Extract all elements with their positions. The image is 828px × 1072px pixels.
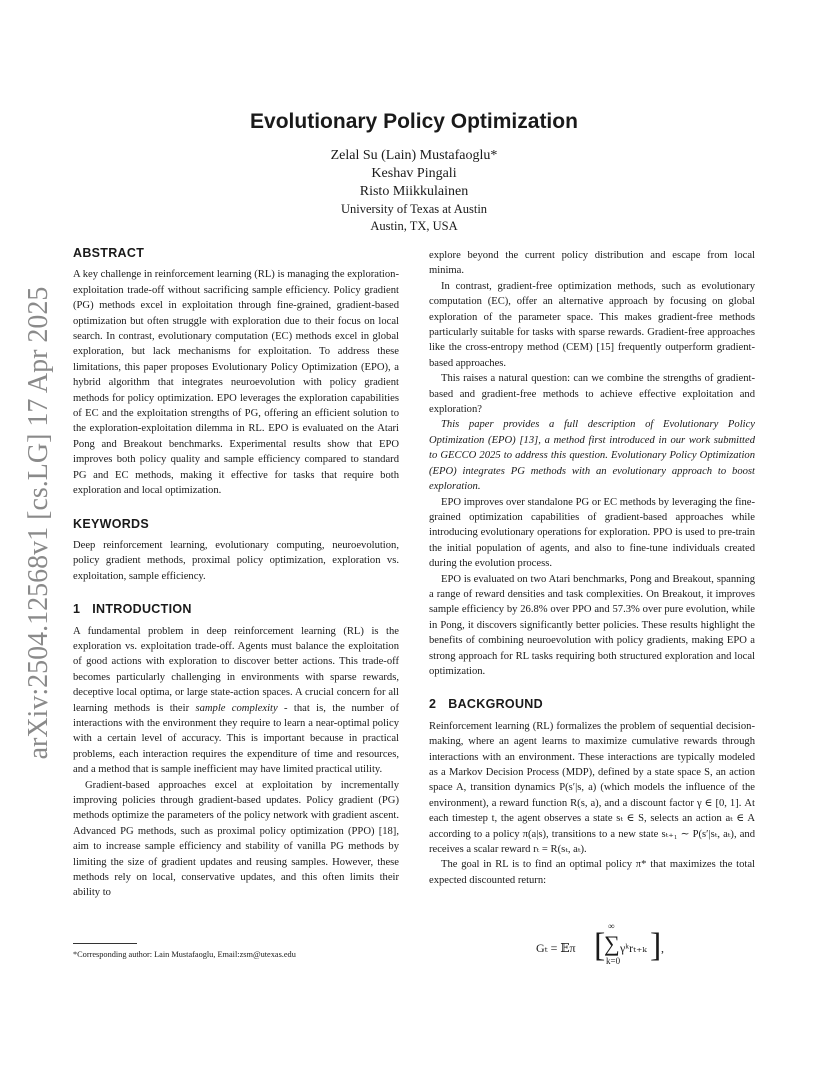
emphasis-term: sample complexity xyxy=(195,702,278,714)
background-heading xyxy=(429,697,755,712)
section-number: 1 xyxy=(73,602,81,617)
paper-title: Evolutionary Policy Optimization xyxy=(250,110,578,133)
background-paragraph-2: The goal in RL is to find an optimal policy π* that maximizes the total expected discounted return: xyxy=(429,859,755,886)
intro-paragraph-8: EPO is evaluated on two Atari benchmarks, Pong and Breakout, spanning a range of reward densities and task complexities. On Breakout, it improves sample efficiency by 26.8% over PPO and 57.3% over pure evolution, while in Pong, it discovers significantly better policies. These results highlight the benefits of combining neuroevolution with policy gradients, making EPO a strong approach for RL tasks requiring both structured exploration and local optimization. xyxy=(429,573,755,677)
sum-upper-limit: ∞ xyxy=(608,921,615,931)
affiliation-line: University of Texas at Austin xyxy=(340,202,488,216)
abstract-text: A key challenge in reinforcement learning (RL) is managing the exploration-exploitation trade-off without sacrificing sample efficiency. Policy gradient (PG) methods excel in exploitation through fine-grained, gradient-based optimization but often struggle with exploration due to their focus on local search. In contrast, evolutionary computation (EC) methods excel in global exploration, but lack mechanisms for exploitation. To address these limitations, this paper proposes Evolutionary Policy Optimization (EPO), a hybrid algorithm that integrates neuroevolution with policy gradient methods for policy optimization. EPO leverages the exploration capabilities of EC and the exploitation strengths of PG, offering an efficient solution to the exploration-exploitation dilemma in RL. EPO is evaluated on the Atari Pong and Breakout benchmarks. Experimental results show that EPO improves both policy quality and sample efficiency compared to standard PG and EC methods, making it effective for tasks that require both exploration and local optimization. xyxy=(73,269,399,497)
section-title: BACKGROUND xyxy=(448,697,543,712)
arxiv-identifier-text: arXiv:2504.12568v1 [cs.LG] 17 Apr 2025 xyxy=(23,286,54,759)
equation-body: γᵏrₜ₊ₖ xyxy=(620,941,647,955)
left-column xyxy=(73,246,399,901)
intro-paragraph-7: EPO improves over standalone PG or EC methods by leveraging the fine-grained optimization capabilities of gradient-based approaches while introducing evolutionary operations for exploration. PPO is used to pre-train the initial population of agents, and also to fine-tune individuals created during the evolution process. xyxy=(429,496,755,570)
intro-paragraph-2: Gradient-based approaches excel at exploitation by incrementally improving policies through gradient-based updates. Policy gradient (PG) methods optimize the parameters of the policy network with gradient ascent. Advanced PG methods, such as proximal policy optimization (PPO) [18], aim to increase sample efficiency and stability of vanilla PG methods by limiting the size of gradient updates and reusing samples. However, these methods rely on local, conservative updates, and this often limits their ability to xyxy=(73,779,399,899)
background-paragraph-1: Reinforcement learning (RL) formalizes the problem of sequential decision-making, where an agent learns to maximize cumulative rewards through interactions with an environment. These interactions are typically modeled as a Markov Decision Process (MDP), defined by a state space S, an action space A, transition dynamics P(s′|s, a) (which models the influence of the environment), a reward function R(s, a), and a discount factor γ ∈ [0, 1]. At each timestep t, the agent observes a state sₜ ∈ S, selects an action aₜ ∈ A according to a policy π(a|s), transitions to a new state sₜ₊₁ ∼ P(s′|sₜ, aₜ), and receives a scalar reward rₜ = R(sₜ, aₜ). xyxy=(429,720,755,856)
footnote-rule xyxy=(73,943,137,944)
intro-paragraph-3: explore beyond the current policy distribution and escape from local minima. xyxy=(429,250,755,277)
equation-trailing: , xyxy=(661,941,664,955)
keywords-text: Deep reinforcement learning, evolutionary computing, neuroevolution, policy gradient methods, proximal policy optimization, exploration vs. exploitation, sample efficiency. xyxy=(73,539,399,582)
footnote: *Corresponding author: Lain Mustafaoglu, Email:zsm@utexas.edu xyxy=(73,950,296,959)
abstract-heading: ABSTRACT xyxy=(73,246,145,260)
section-number: 2 xyxy=(429,697,437,712)
author-block xyxy=(0,147,828,235)
left-bracket: [ xyxy=(594,927,606,964)
author-name: Zelal Su (Lain) Mustafaoglu* xyxy=(330,148,498,163)
return-equation xyxy=(536,921,686,969)
sum-lower-limit: k=0 xyxy=(606,956,621,966)
keywords-heading: KEYWORDS xyxy=(73,516,150,531)
introduction-heading xyxy=(73,602,399,617)
right-bracket: ] xyxy=(650,927,662,964)
arxiv-identifier xyxy=(14,285,64,760)
intro-paragraph-4: In contrast, gradient-free optimization methods, such as evolutionary computation (EC), offer an alternative approach by focusing on global exploration of the parameter space. This makes gradient-free methods particularly suitable for tasks with sparse rewards. Gradient-free approaches like the cross-entropy method (CEM) [15] frequently outperform gradient-based approaches. xyxy=(429,280,755,369)
section-title: INTRODUCTION xyxy=(92,602,192,617)
intro-paragraph-6: This paper provides a full description of Evolutionary Policy Optimization (EPO) [13], a method first introduced in our work submitted to GECCO 2025 to address this question. Evolutionary Policy Optimization (EPO) integrates PG methods with an evolutionary approach to boost exploration. xyxy=(429,419,755,493)
author-name: Keshav Pingali xyxy=(371,166,457,181)
equation-lhs: Gₜ = 𝔼π xyxy=(536,941,576,955)
author-name: Risto Miikkulainen xyxy=(359,184,469,199)
summation-symbol: ∑ xyxy=(604,931,620,956)
right-column xyxy=(429,248,755,888)
affiliation-line: Austin, TX, USA xyxy=(370,219,458,233)
intro-paragraph-1: A fundamental problem in deep reinforcement learning (RL) is the exploration vs. exploitation trade-off. Agents must balance the exploitation of good actions with exploration to discover better actions. This trade-off becomes particularly challenging in environments with sparse rewards, deceptive local optima, or large state-action spaces. A crucial concern for all learning methods is their sample complexity - that is, the number of interactions with the environment they require to learn a near-optimal policy with a certain level of accuracy. This is important because in practical problems, each interaction requires the expenditure of time and resources, and a method that is sample inefficient may have limited practical utility. xyxy=(73,625,399,776)
intro-paragraph-5: This raises a natural question: can we combine the strengths of gradient-based and gradient-free methods to achieve effective exploitation and exploration? xyxy=(429,373,755,416)
